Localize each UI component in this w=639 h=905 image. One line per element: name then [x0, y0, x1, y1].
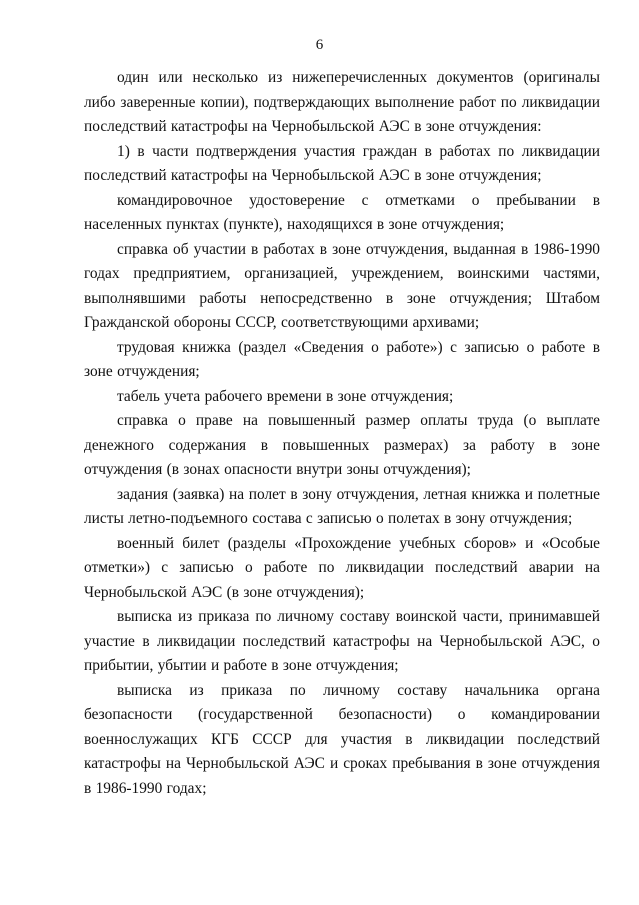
paragraph-participation-certificate: справка об участии в работах в зоне отчуждения, выданная в 1986-1990 годах предприятием, организацией, учреждением, воинскими частями, выполнявшими работы непосредственно в зоне отчуждения; Штабом Гражданской обороны СССР, соответствующими архивами;	[84, 240, 600, 331]
paragraph-flight-records: задания (заявка) на полет в зону отчуждения, летная книжка и полетные листы летно-подъемного состава с записью о полетах в зону отчуждения;	[84, 485, 600, 527]
paragraph-security-order-extract: выписка из приказа по личному составу начальника органа безопасности (государственной безопасности) о командировании военнослужащих КГБ СССР для участия в ликвидации последствий катастрофы на Чернобыльской АЭС и сроках пребывания в зоне отчуждения в 1986-1990 годах;	[84, 681, 600, 797]
paragraph-item-1: 1) в части подтверждения участия граждан в работах по ликвидации последствий катастрофы на Чернобыльской АЭС в зоне отчуждения;	[84, 142, 600, 184]
paragraph-intro: один или несколько из нижеперечисленных документов (оригиналы либо заверенные копии), подтверждающих выполнение работ по ликвидации последствий катастрофы на Чернобыльской АЭС в зоне отчуждения:	[84, 69, 600, 135]
paragraph-unit-order-extract: выписка из приказа по личному составу воинской части, принимавшей участие в ликвидации последствий катастрофы на Чернобыльской АЭС, о прибытии, убытии и работе в зоне отчуждения;	[84, 608, 600, 674]
paragraph-travel-certificate: командировочное удостоверение с отметками о пребывании в населенных пунктах (пункте), находящихся в зоне отчуждения;	[84, 191, 600, 233]
page-number: 6	[315, 37, 324, 53]
paragraph-timesheet: табель учета рабочего времени в зоне отчуждения;	[117, 387, 454, 405]
paragraph-pay-certificate: справка о праве на повышенный размер оплаты труда (о выплате денежного содержания в повышенных размерах) за работу в зоне отчуждения (в зонах опасности внутри зоны отчуждения);	[84, 412, 600, 478]
paragraph-military-id: военный билет (разделы «Прохождение учебных сборов» и «Особые отметки») с записью о работе по ликвидации последствий аварии на Чернобыльской АЭС (в зоне отчуждения);	[84, 534, 600, 601]
document-body	[84, 66, 600, 801]
paragraph-employment-record: трудовая книжка (раздел «Сведения о работе») с записью о работе в зоне отчуждения;	[84, 338, 600, 380]
